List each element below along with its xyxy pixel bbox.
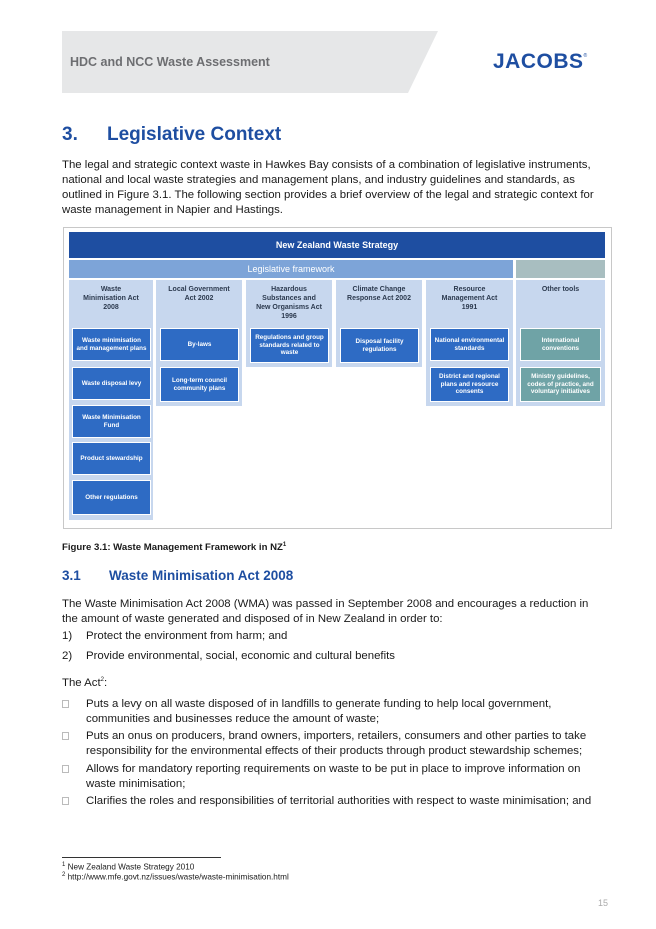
jacobs-logo [493,50,588,74]
logo-registered-mark: ® [583,53,588,59]
framework-box: International conventions [520,328,601,361]
bullet-text: Allows for mandatory reporting requirements on waste to be put in place to improve information on waste minimisation; [86,763,581,790]
bullet-text: Clarifies the roles and responsibilities of territorial authorities with respect to waste minimisation; and [86,795,592,807]
logo-text: JACOBS [493,50,584,73]
bullet-text: Puts a levy on all waste disposed of in landfills to generate funding to help local government, communities and businesses reduce the amount of waste; [86,698,552,725]
bullet-square-icon [62,732,69,740]
column-heading: Resource Management Act 1991 [441,286,498,311]
subsection-heading [62,568,293,583]
framework-box: National environmental standards [430,328,509,361]
footnote [62,862,194,872]
footnote [62,872,289,882]
item-text: Provide environmental, social, economic and cultural benefits [86,650,395,662]
column-heading: Local Government Act 2002 [168,286,230,302]
figure-other-banner [516,260,605,278]
bullet-text: Puts an onus on producers, brand owners, importers, retailers, consumers and other parties to take responsibility for the environmental effects of their products through product stewardship schemes; [86,730,587,757]
bullet-item [62,762,607,792]
column-heading: Waste Minimisation Act 2008 [83,286,139,311]
footnote-text: New Zealand Waste Strategy 2010 [67,862,195,872]
framework-box: By-laws [160,328,239,361]
column-heading: Hazardous Substances and New Organisms Act 1996 [256,286,322,320]
figure-top-banner: New Zealand Waste Strategy [69,232,605,258]
act-colon: : [103,677,108,689]
column-heading: Climate Change Response Act 2002 [347,286,411,302]
footnote-number: 1 [62,862,66,868]
framework-box: Waste Minimisation Fund [72,405,151,438]
bullet-square-icon [62,797,69,805]
figure-column [516,280,605,406]
framework-box: District and regional plans and resource consents [430,367,509,402]
act-label-text: The Act [62,677,101,689]
figure-column [156,280,242,406]
footnote-divider [62,857,221,858]
bullet-square-icon [62,765,69,773]
framework-box: Waste disposal levy [72,367,151,400]
waste-framework-figure [63,227,612,529]
section-heading [62,124,281,146]
figure-column [426,280,513,406]
act-label [62,677,107,689]
figure-legislative-banner: Legislative framework [69,260,513,278]
document-title: HDC and NCC Waste Assessment [70,55,270,69]
subsection-title: Waste Minimisation Act 2008 [109,568,294,583]
page-number: 15 [598,898,609,908]
item-text: Protect the environment from harm; and [86,630,288,642]
framework-box: Long-term council community plans [160,367,239,402]
footnote-text: http://www.mfe.govt.nz/issues/waste/waste-minimisation.html [67,872,289,882]
footnote-ref: 2 [100,677,104,684]
framework-box: Product stewardship [72,442,151,475]
column-heading: Other tools [541,286,580,293]
intro-paragraph: The legal and strategic context waste in Hawkes Bay consists of a combination of legislative instruments, national and local waste strategies and management plans, and industry guidelines and standards, as outlined in Figure 3.1. The following section provides a brief overview of the legal and strategic context for waste management in Napier and Hastings. [62,159,594,216]
framework-box: Other regulations [72,480,151,515]
bullet-item [62,729,607,759]
framework-box: Ministry guidelines, codes of practice, and voluntary initiatives [520,367,601,402]
figure-column [246,280,332,367]
figure-column [336,280,422,367]
item-number: 1) [62,630,73,642]
caption-text: Figure 3.1: Waste Management Framework in NZ [62,542,283,554]
figure-column [69,280,153,520]
subsection-number: 3.1 [62,568,81,583]
wma-paragraph: The Waste Minimisation Act 2008 (WMA) was passed in September 2008 and encourages a reduction in the amount of waste generated and disposed of in New Zealand in order to: [62,598,589,625]
section-number: 3. [62,124,78,145]
framework-box: Disposal facility regulations [340,328,419,363]
footnote-ref: 1 [282,542,287,548]
item-number: 2) [62,650,73,662]
bullet-item [62,697,607,727]
figure-caption [62,542,286,553]
footnote-number: 2 [62,872,66,878]
framework-box: Regulations and group standards related to waste [250,328,329,363]
bullet-item [62,794,607,809]
section-title: Legislative Context [107,124,282,145]
framework-box: Waste minimisation and management plans [72,328,151,361]
bullet-square-icon [62,700,69,708]
